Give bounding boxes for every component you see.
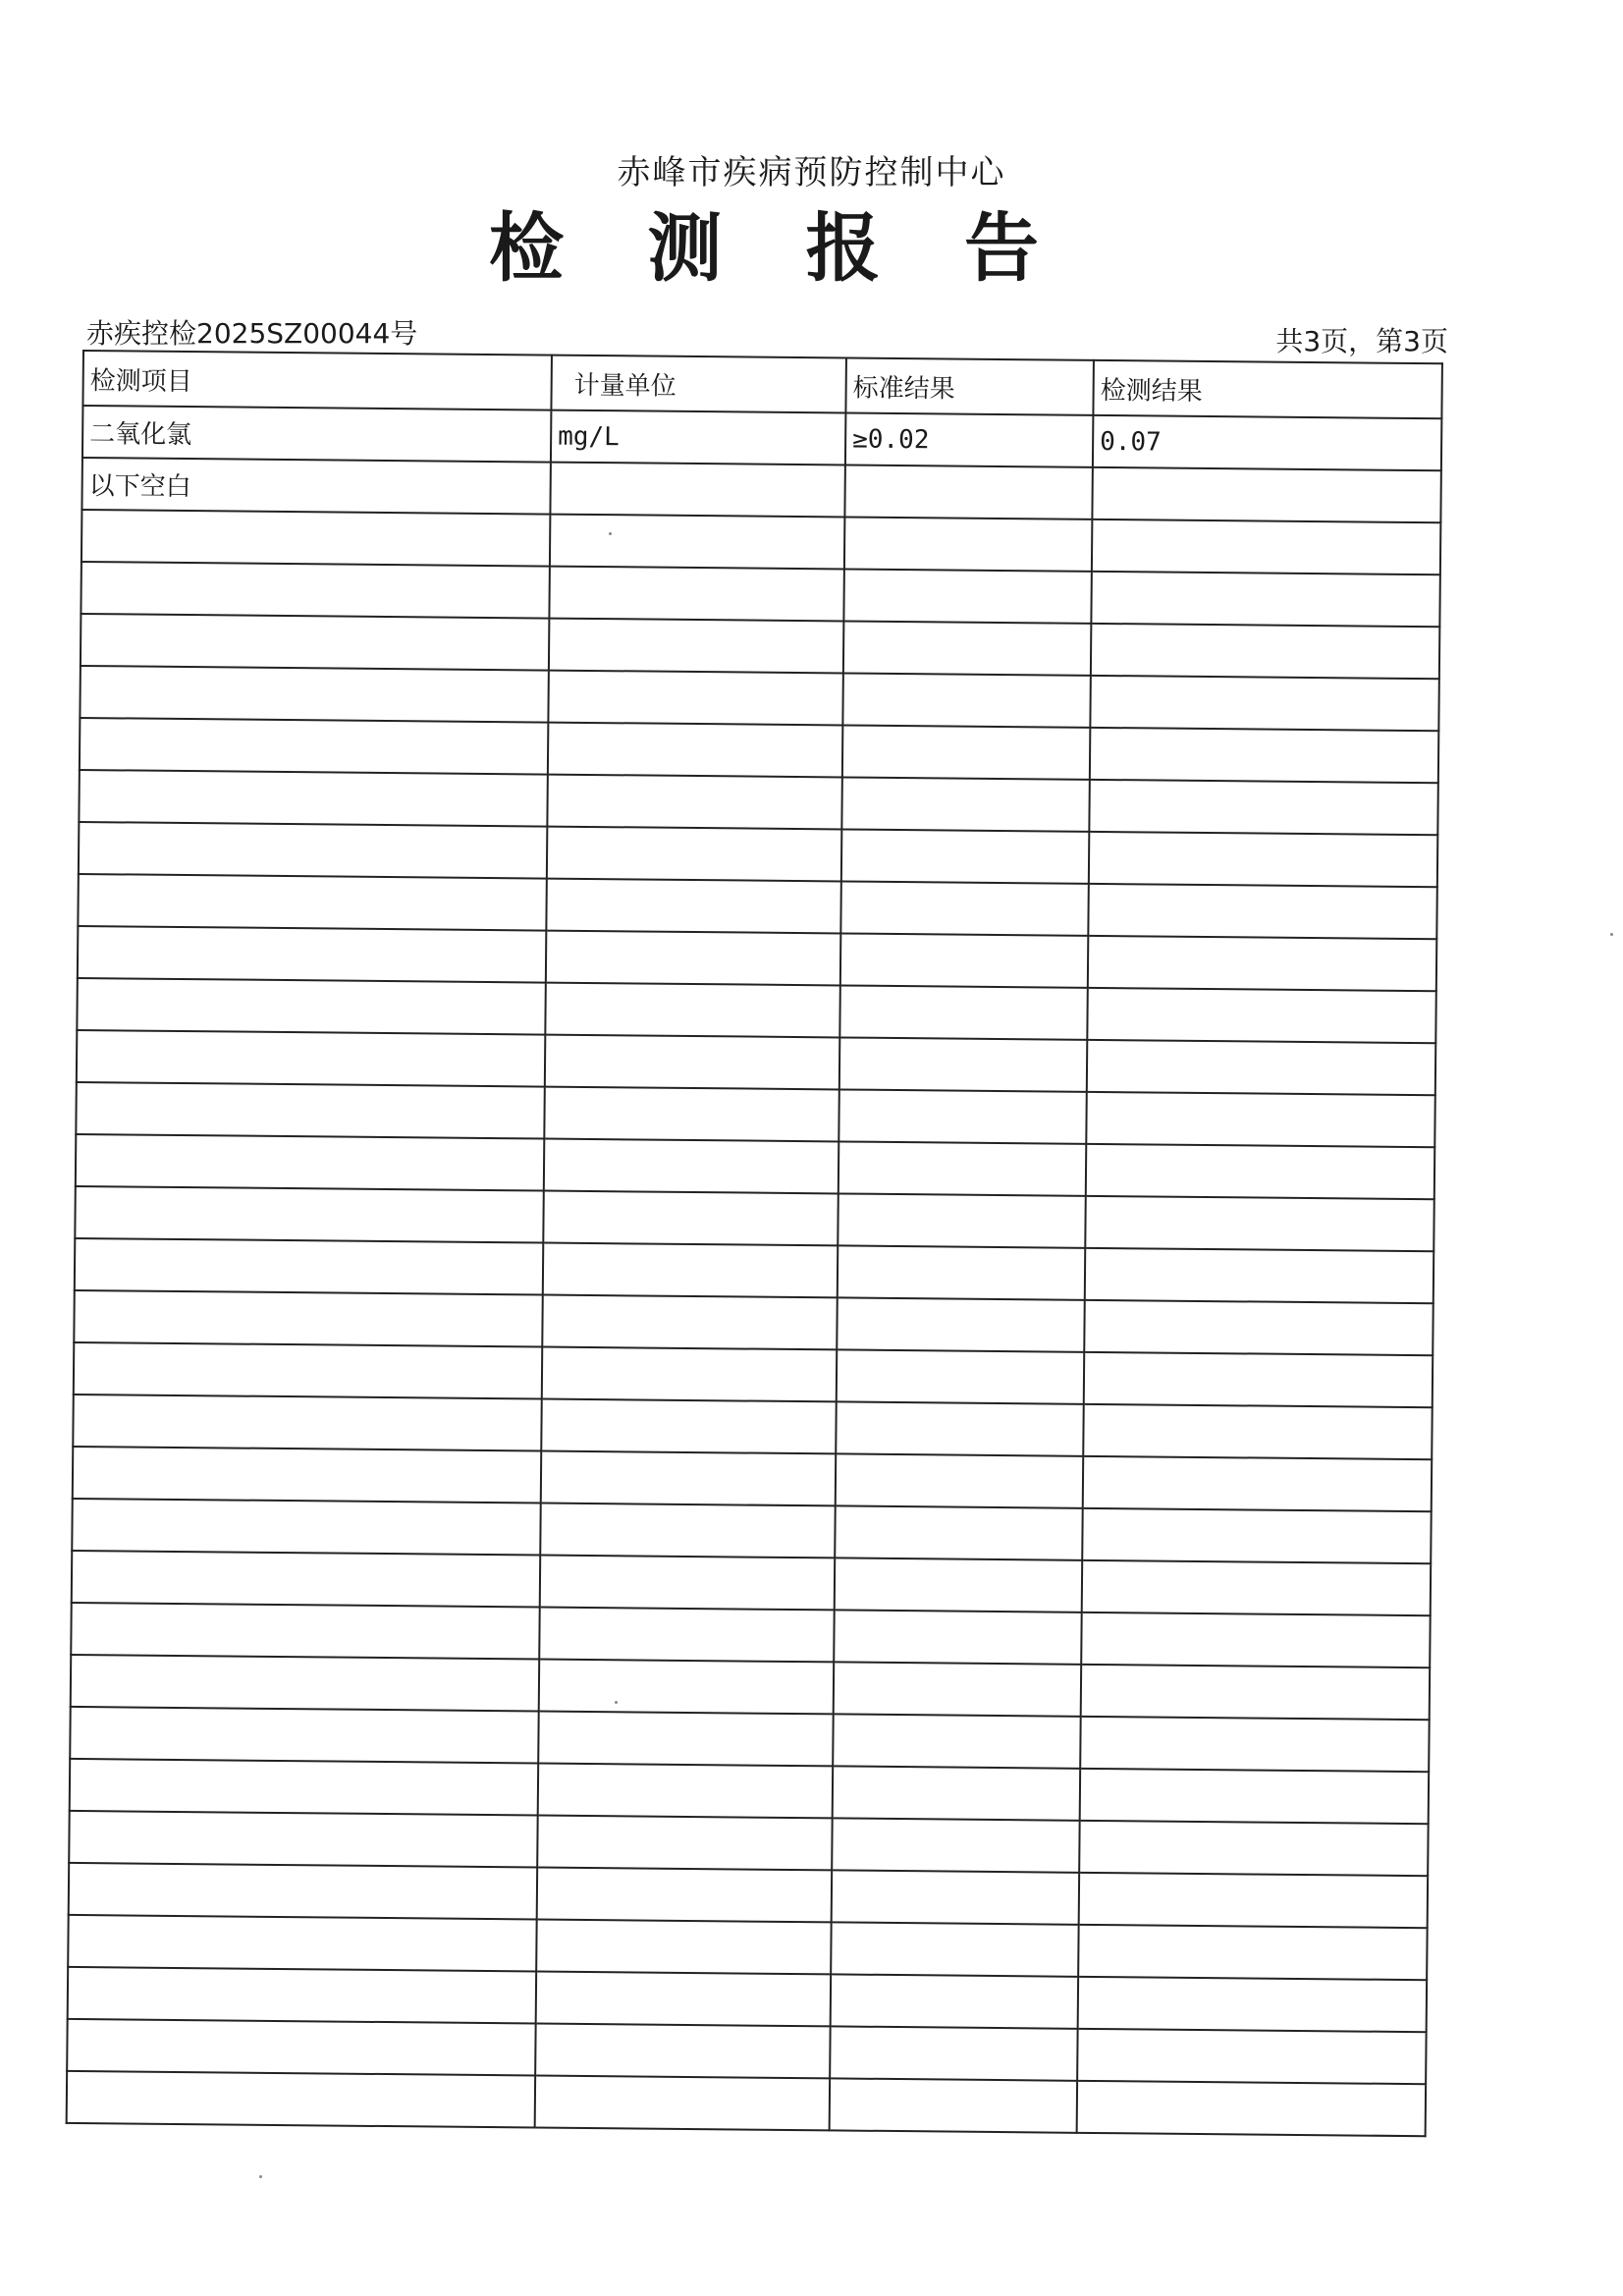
blank-cell [538,1764,833,1819]
report-title-char: 测 [647,204,723,292]
blank-cell [546,931,840,986]
blank-cell [537,1816,832,1871]
blank-cell [543,1243,838,1298]
blank-cell [835,1558,1082,1612]
scan-speck [609,532,612,535]
blank-cell [540,1503,835,1558]
blank-cell [842,673,1090,727]
blank-cell [69,1863,537,1920]
blank-cell [831,1974,1078,2028]
blank-cell [537,1868,832,1923]
blank-cell [78,926,546,983]
blank-cell [1085,1248,1434,1303]
blank-cell [843,621,1091,675]
cell-result [1092,467,1440,522]
blank-cell [830,2026,1077,2080]
blank-cell [832,1870,1079,1924]
blank-cell [81,614,549,671]
blank-cell [835,1505,1082,1559]
blank-cell [535,2076,830,2131]
blank-cell [74,1290,542,1347]
blank-cell [839,985,1087,1039]
blank-cell [831,1922,1078,1976]
blank-cell [1089,780,1437,835]
column-header-result: 检测结果 [1093,360,1442,418]
blank-cell [541,1399,836,1454]
blank-cell [838,1245,1085,1299]
blank-cell [548,723,842,778]
scan-speck [615,1701,618,1704]
scan-speck [259,2175,262,2178]
blank-cell [549,567,843,622]
blank-cell [1080,1769,1429,1824]
column-header-unit: 计量单位 [551,355,846,413]
blank-cell [1092,519,1440,574]
blank-cell [1078,1925,1427,1980]
blank-cell [81,510,550,567]
blank-cell [843,569,1091,623]
blank-cell [70,1759,538,1816]
blank-cell [549,619,843,674]
blank-cell [68,1915,536,1972]
blank-cell [538,1712,833,1767]
cell-standard [844,465,1092,519]
blank-cell [1079,1873,1428,1928]
blank-cell [544,1139,839,1194]
blank-cell [536,1920,831,1975]
blank-cell [68,1967,536,2024]
report-title-char: 检 [489,204,564,292]
blank-cell [545,1035,839,1090]
blank-cell [1091,624,1439,679]
blank-cell [539,1660,834,1715]
blank-cell [75,1186,543,1243]
blank-cell [76,1134,544,1191]
column-header-standard: 标准结果 [845,357,1094,414]
blank-cell [1084,1300,1433,1355]
blank-cell [1086,1144,1434,1199]
organization-name: 赤峰市疾病预防控制中心 [617,153,1006,192]
blank-cell [75,1238,543,1295]
results-table [66,350,1443,2137]
blank-cell [1080,1717,1429,1772]
report-title-char: 告 [963,204,1039,292]
blank-cell [76,1082,544,1139]
report-title [489,189,1039,296]
blank-cell [1085,1196,1434,1251]
blank-cell [844,517,1092,571]
blank-cell [539,1608,834,1663]
blank-cell [79,770,547,827]
cell-unit [550,463,844,518]
blank-cell [837,1349,1084,1403]
cell-item: 二氧化氯 [82,406,551,463]
blank-cell [69,1811,537,1868]
blank-cell [71,1655,539,1712]
blank-cell [1088,936,1436,991]
blank-cell [1090,728,1438,783]
blank-cell [1087,988,1435,1043]
blank-cell [73,1447,541,1503]
blank-cell [833,1714,1080,1768]
blank-cell [836,1453,1083,1507]
blank-cell [838,1193,1085,1247]
blank-cell [834,1610,1081,1664]
blank-cell [77,978,545,1035]
cell-unit: mg/L [551,410,845,465]
blank-cell [78,874,546,931]
blank-cell [71,1603,539,1660]
blank-cell [72,1551,540,1608]
blank-cell [81,562,549,619]
blank-cell [1083,1456,1432,1511]
blank-cell [839,1037,1087,1091]
blank-cell [1088,884,1436,939]
blank-cell [541,1451,836,1506]
blank-cell [842,725,1090,779]
blank-cell [547,775,841,830]
blank-cell [836,1401,1083,1455]
blank-cell [833,1766,1080,1820]
blank-cell [535,2024,830,2079]
blank-cell [67,2019,535,2076]
blank-cell [1090,676,1438,731]
blank-cell [540,1556,835,1611]
column-header-item: 检测项目 [82,351,552,410]
blank-cell [72,1499,540,1556]
blank-cell [841,829,1089,883]
blank-cell [67,2071,535,2128]
blank-cell [80,666,548,723]
blank-cell [830,2078,1077,2132]
blank-cell [1082,1508,1431,1563]
cell-item: 以下空白 [81,458,550,515]
blank-cell [548,671,842,726]
blank-cell [550,515,844,570]
blank-cell [1083,1404,1432,1459]
blank-cell [545,983,839,1038]
blank-cell [542,1347,837,1402]
blank-cell [70,1707,538,1764]
blank-cell [840,933,1088,987]
report-number: 赤疾控检2025SZ00044号 [86,317,418,350]
blank-cell [1089,832,1437,887]
blank-cell [80,718,548,775]
blank-cell [543,1191,838,1246]
results-table-container [66,350,1441,2137]
blank-cell [1082,1560,1431,1615]
blank-cell [1084,1352,1433,1407]
blank-cell [73,1394,541,1451]
scan-speck [1610,933,1613,936]
blank-cell [1077,2081,1426,2136]
page-info: 共3页，第3页 [1275,325,1448,357]
blank-cell [1087,1040,1435,1095]
blank-cell [1081,1613,1430,1667]
blank-cell [839,1089,1086,1143]
blank-cell [834,1662,1081,1716]
report-title-char: 报 [805,204,881,292]
blank-cell [77,1030,545,1087]
blank-cell [1077,2029,1426,2084]
blank-cell [546,879,840,934]
blank-cell [544,1087,839,1142]
blank-cell [840,881,1088,935]
cell-result: 0.07 [1093,415,1441,470]
blank-cell [79,822,547,879]
blank-cell [1079,1821,1428,1876]
blank-cell [1078,1977,1427,2032]
blank-cell [74,1342,542,1399]
blank-cell [536,1972,831,2027]
blank-cell [841,777,1089,831]
blank-cell [837,1297,1084,1351]
blank-cell [1081,1665,1430,1720]
blank-cell [542,1295,837,1350]
blank-cell [839,1141,1086,1195]
blank-cell [832,1818,1079,1872]
blank-cell [547,827,841,882]
blank-cell [1086,1092,1434,1147]
cell-standard: ≥0.02 [845,412,1093,466]
blank-cell [1091,572,1439,627]
